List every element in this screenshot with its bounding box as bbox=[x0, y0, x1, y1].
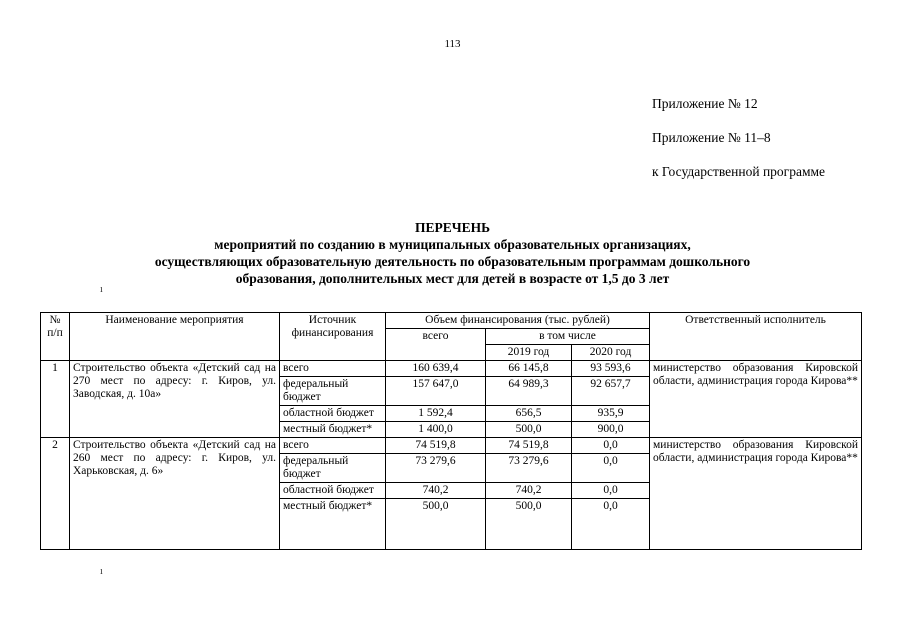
title-heading: ПЕРЕЧЕНЬ bbox=[414, 220, 491, 235]
row-total: 157 647,0 bbox=[386, 377, 486, 406]
row-num: 2 bbox=[41, 438, 70, 550]
row-total: 74 519,8 bbox=[386, 438, 486, 454]
table-row bbox=[41, 438, 862, 454]
row-executor: министерство образования Кировской области, администрация города Кирова** bbox=[650, 361, 862, 438]
row-total: 500,0 bbox=[386, 499, 486, 550]
page-number: 113 bbox=[444, 38, 461, 50]
header-executor: Ответственный исполнитель bbox=[650, 313, 862, 361]
row-source: местный бюджет* bbox=[280, 499, 386, 550]
row-2019: 656,5 bbox=[486, 406, 572, 422]
row-source: областной бюджет bbox=[280, 406, 386, 422]
row-2020: 93 593,6 bbox=[572, 361, 650, 377]
row-name: Строительство объекта «Детский сад на 270 мест по адресу: г. Киров, ул. Заводская, д. 10а» bbox=[70, 361, 280, 438]
row-2020: 0,0 bbox=[572, 499, 650, 550]
row-2020: 0,0 bbox=[572, 454, 650, 483]
appendix-line-3: к Государственной программе bbox=[652, 164, 826, 179]
row-2020: 0,0 bbox=[572, 438, 650, 454]
row-2019: 500,0 bbox=[486, 422, 572, 438]
row-source: всего bbox=[280, 361, 386, 377]
row-source: всего bbox=[280, 438, 386, 454]
title-line-3: образования, дополнительных мест для детей в возрасте от 1,5 до 3 лет bbox=[235, 271, 670, 286]
header-year-2020: 2020 год bbox=[572, 345, 650, 361]
row-2019: 66 145,8 bbox=[486, 361, 572, 377]
row-source: областной бюджет bbox=[280, 483, 386, 499]
header-year-2019: 2019 год bbox=[486, 345, 572, 361]
row-total: 1 592,4 bbox=[386, 406, 486, 422]
row-source: местный бюджет* bbox=[280, 422, 386, 438]
row-num: 1 bbox=[41, 361, 70, 438]
row-2020: 935,9 bbox=[572, 406, 650, 422]
appendix-line-2: Приложение № 11–8 bbox=[652, 130, 771, 145]
title-line-2: осуществляющих образовательную деятельность по образовательным программам дошкольного bbox=[154, 254, 751, 269]
title-line-1: мероприятий по созданию в муниципальных образовательных организациях, bbox=[214, 237, 691, 252]
row-total: 73 279,6 bbox=[386, 454, 486, 483]
header-total: всего bbox=[386, 329, 486, 361]
row-source: федеральный бюджет bbox=[280, 377, 386, 406]
row-total: 1 400,0 bbox=[386, 422, 486, 438]
header-volume: Объем финансирования (тыс. рублей) bbox=[386, 313, 650, 329]
row-2019: 740,2 bbox=[486, 483, 572, 499]
row-2019: 64 989,3 bbox=[486, 377, 572, 406]
header-source: Источник финансирования bbox=[280, 313, 386, 361]
table-row bbox=[41, 361, 862, 377]
row-2019: 74 519,8 bbox=[486, 438, 572, 454]
row-total: 160 639,4 bbox=[386, 361, 486, 377]
row-total: 740,2 bbox=[386, 483, 486, 499]
table-header-row bbox=[41, 313, 862, 329]
header-including: в том числе bbox=[486, 329, 650, 345]
row-2019: 500,0 bbox=[486, 499, 572, 550]
row-2019: 73 279,6 bbox=[486, 454, 572, 483]
header-num: № п/п bbox=[41, 313, 70, 361]
document-title bbox=[60, 219, 845, 287]
appendix-line-1: Приложение № 12 bbox=[652, 96, 758, 111]
row-name: Строительство объекта «Детский сад на 260 мест по адресу: г. Киров, ул. Харьковская, д. 6» bbox=[70, 438, 280, 550]
header-name: Наименование мероприятия bbox=[70, 313, 280, 361]
row-executor: министерство образования Кировской области, администрация города Кирова** bbox=[650, 438, 862, 550]
measures-table bbox=[40, 312, 862, 550]
row-source: федеральный бюджет bbox=[280, 454, 386, 483]
row-2020: 900,0 bbox=[572, 422, 650, 438]
scan-mark: ı bbox=[100, 566, 103, 577]
scan-mark: ı bbox=[100, 284, 103, 295]
row-2020: 92 657,7 bbox=[572, 377, 650, 406]
row-2020: 0,0 bbox=[572, 483, 650, 499]
